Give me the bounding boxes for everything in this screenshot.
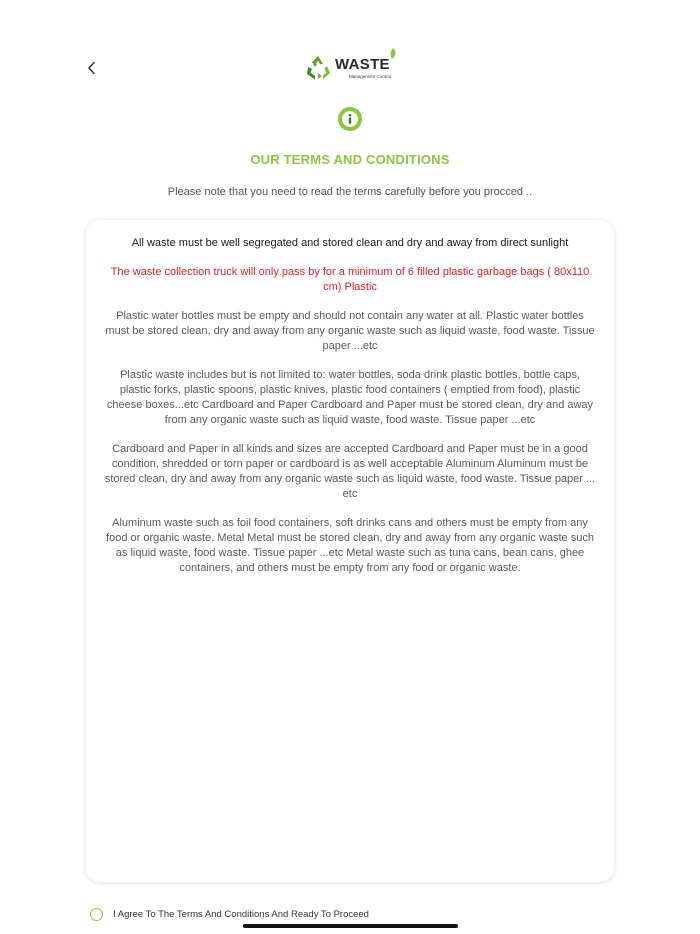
logo-subtitle: Management Control	[349, 73, 392, 79]
terms-paragraph: Plastic waste includes but is not limited to: water bottles, soda drink plastic bottles, bottle caps, plastic forks, plastic spoons, plastic knives, plastic food containers ( emptied from food), plastic cheese boxes...etc Cardboard and Paper Cardboard and Paper must be stored clean, dry and away from any organic waste such as liquid waste, food waste. Tissue paper ...etc	[106, 369, 594, 426]
chevron-left-icon	[86, 61, 98, 75]
page-subtitle: Please note that you need to read the terms carefully before you procced ..	[167, 186, 533, 198]
terms-card[interactable]	[86, 220, 614, 882]
page-title: OUR TERMS AND CONDITIONS	[250, 152, 450, 167]
terms-lead: All waste must be well segregated and stored clean and dry and away from direct sunlight	[131, 237, 569, 249]
info-icon	[337, 106, 363, 132]
back-button[interactable]	[80, 56, 104, 80]
logo-word: WASTE	[335, 55, 390, 73]
agree-radio[interactable]	[90, 908, 103, 921]
terms-paragraph: Aluminum waste such as foil food containers, soft drinks cans and others must be empty from any food or organic waste. Metal Metal must be stored clean, dry and away from any organic waste such as liquid waste, food waste. Tissue paper ...etc Metal waste such as tuna cans, bean cans, ghee containers, and others must be empty from any food or organic waste.	[106, 517, 594, 574]
leaf-icon	[389, 48, 397, 60]
terms-warning: The waste collection truck will only pass by for a minimum of 6 filled plastic garbage bags ( 80x110 cm) Plastic	[110, 266, 590, 293]
terms-paragraph: Cardboard and Paper in all kinds and sizes are accepted Cardboard and Paper must be in a good condition, shredded or torn paper or cardboard is as well acceptable Aluminum Aluminum must be stored clean, dry and away from any organic waste such as liquid waste, food waste. Tissue paper ... etc	[104, 443, 596, 500]
home-indicator	[243, 924, 458, 928]
agree-checkbox-row[interactable]	[90, 908, 369, 921]
app-logo	[303, 50, 395, 86]
terms-paragraph: Plastic water bottles must be empty and should not contain any water at all. Plastic water bottles must be stored clean, dry and away from any organic waste such as liquid waste, food waste. Tissue paper ...etc	[105, 310, 595, 352]
agree-label: I Agree To The Terms And Conditions And Ready To Proceed	[113, 909, 369, 920]
recycle-icon	[303, 53, 333, 83]
